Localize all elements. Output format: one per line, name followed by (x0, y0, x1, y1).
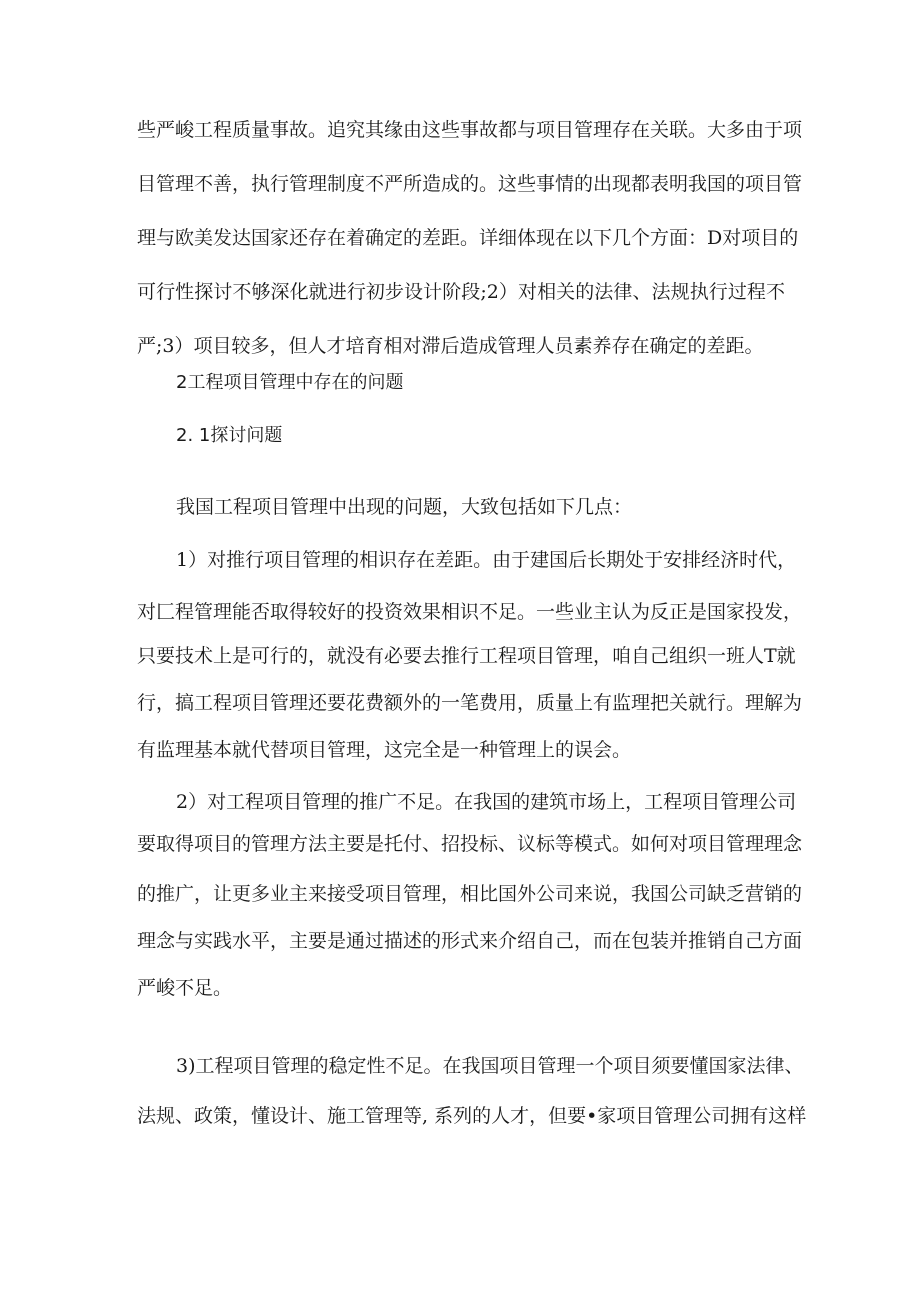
point3-line: 3)工程项目管理的稳定性不足。在我国项目管理一个项目须要懂国家法律、 (176, 1055, 804, 1077)
point1-line: 有监理基本就代替项目管理，这完全是一种管理上的误会。 (137, 739, 632, 761)
section-heading: 2工程项目管理中存在的问题 (176, 372, 404, 393)
subsection-heading: 2. 1探讨问题 (176, 425, 283, 446)
point2-line: 2）对工程项目管理的推广不足。在我国的建筑市场上，工程项目管理公司 (176, 791, 797, 813)
intro-line: 我国工程项目管理中出现的问题，大致包括如下几点： (176, 496, 633, 518)
paragraph-line: 理与欧美发达国家还存在着确定的差距。详细体现在以下几个方面：D对项目的 (137, 227, 799, 249)
paragraph-line: 严;3）项目较多，但人才培育相对滞后造成管理人员素养存在确定的差距。 (137, 335, 764, 357)
point2-line: 的推广，让更多业主来接受项目管理，相比国外公司来说，我国公司缺乏营销的 (137, 883, 803, 905)
point2-line: 理念与实践水平，主要是通过描述的形式来介绍自己，而在包装并推销自己方面 (137, 930, 803, 952)
paragraph-line: 些严峻工程质量事故。追究其缘由这些事故都与项目管理存在关联。大多由于项 (137, 119, 803, 141)
point2-line: 要取得项目的管理方法主要是托付、招投标、议标等模式。如何对项目管理理念 (137, 833, 803, 855)
point1-line: 对匚程管理能否取得较好的投资效果相识不足。一些业主认为反正是国家投发， (137, 601, 803, 623)
paragraph-line: 目管理不善，执行管理制度不严所造成的。这些事情的出现都表明我国的项目管 (137, 173, 803, 195)
point1-line: 行，搞工程项目管理还要花费额外的一笔费用，质量上有监理把关就行。理解为 (137, 692, 803, 714)
paragraph-line: 可行性探讨不够深化就进行初步设计阶段;2）对相关的法律、法规执行过程不 (137, 281, 785, 303)
point2-line: 严峻不足。 (137, 977, 233, 999)
point1-line: 只要技术上是可行的，就没有必要去推行工程项目管理，咱自己组织一班人T就 (137, 645, 796, 667)
point1-line: 1）对推行项目管理的相识存在差距。由于建国后长期处于安排经济时代， (176, 549, 797, 571)
point3-line: 法规、政策，懂设计、施工管理等, 系列的人才，但要•家项目管理公司拥有这样 (137, 1105, 807, 1127)
